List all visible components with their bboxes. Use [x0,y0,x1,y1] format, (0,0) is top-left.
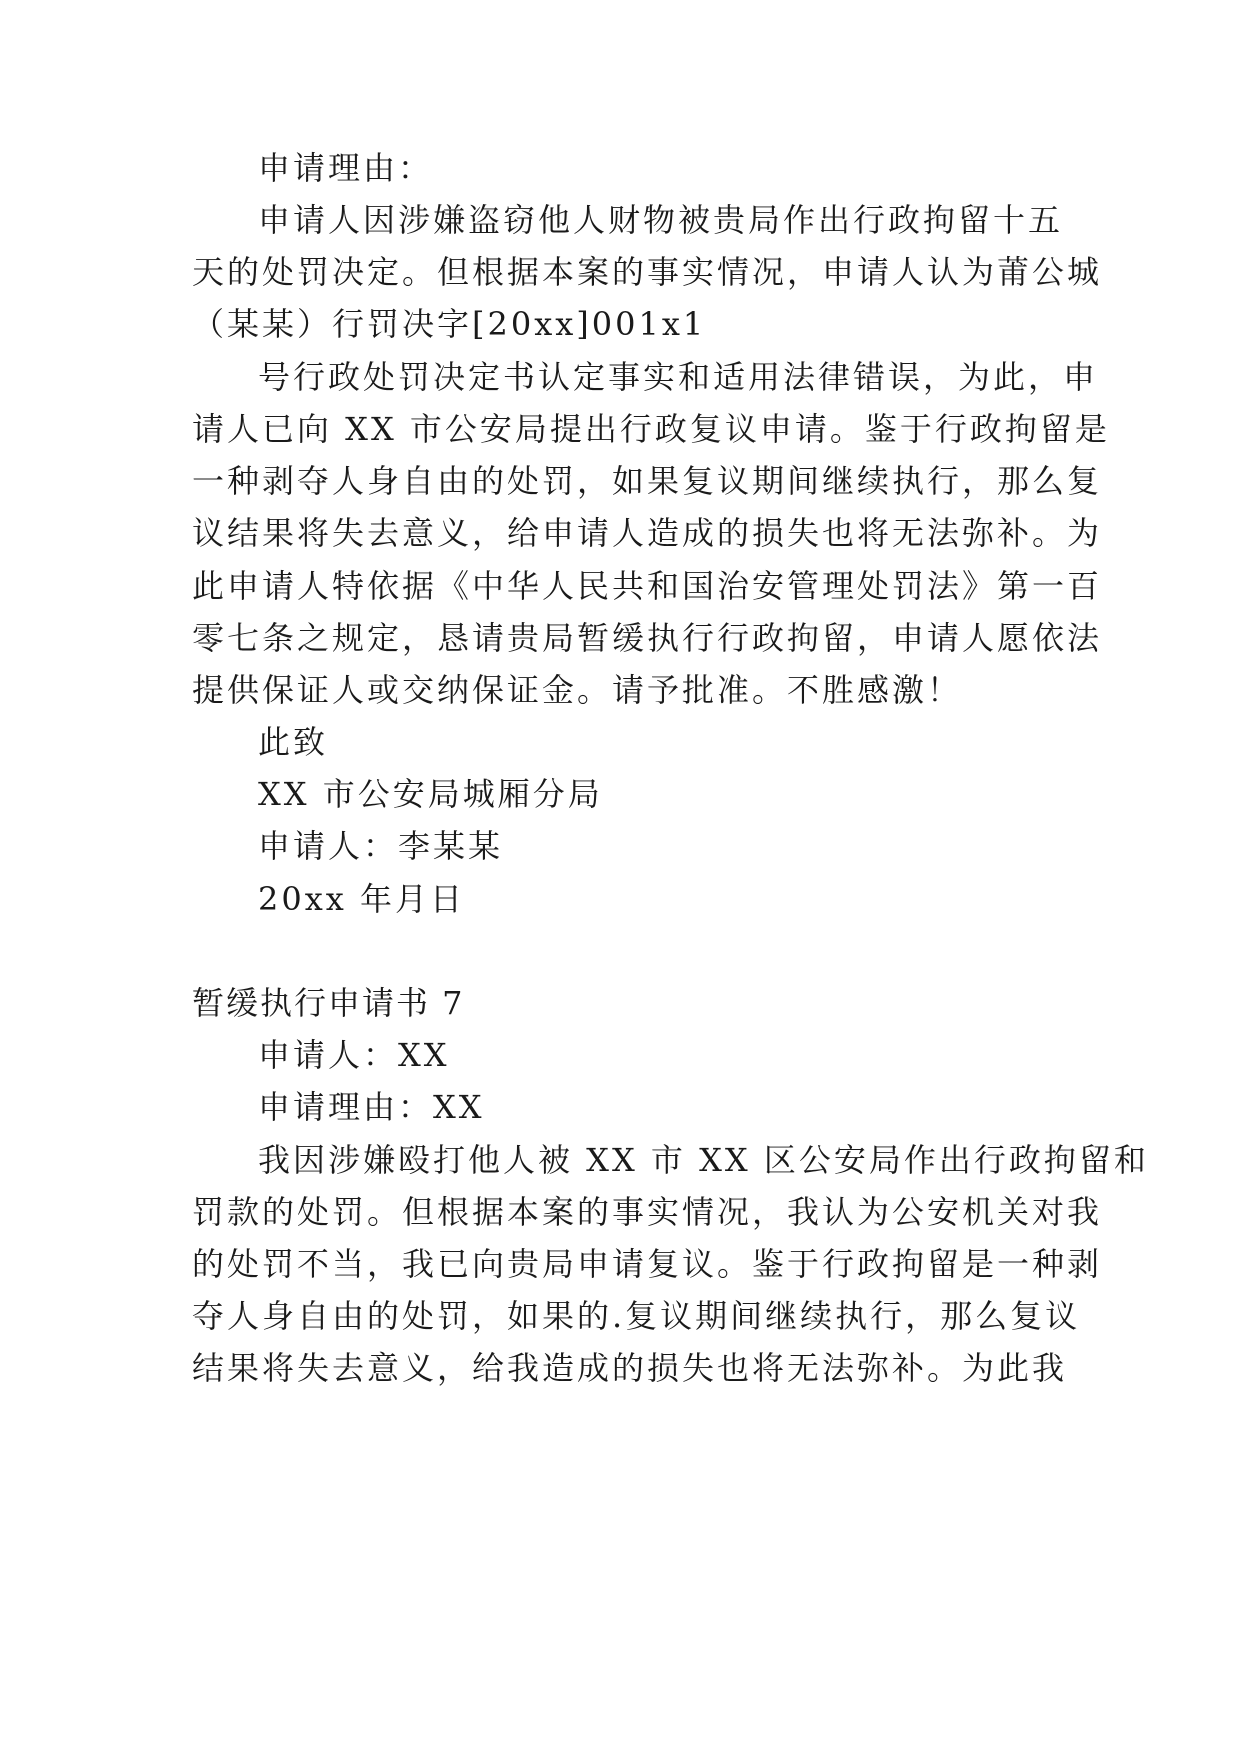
reason-label: 申请理由： [258,149,434,187]
date-line: 20xx 年月日 [258,880,465,918]
reason-line: 申请理由：XX [258,1088,485,1126]
paragraph-line: 罚款的处罚。但根据本案的事实情况，我认为公安机关对我 [192,1193,1103,1231]
applicant-signature: 申请人：李某某 [258,827,504,865]
paragraph-line: 申请人因涉嫌盗窃他人财物被贵局作出行政拘留十五 [258,201,1064,239]
paragraph-line: 零七条之规定，恳请贵局暂缓执行行政拘留，申请人愿依法 [192,619,1103,657]
recipient: XX 市公安局城厢分局 [258,775,603,813]
paragraph-line: 请人已向 XX 市公安局提出行政复议申请。鉴于行政拘留是 [192,410,1110,448]
paragraph-line: 号行政处罚决定书认定事实和适用法律错误，为此，申 [258,358,1099,396]
paragraph-line: （某某）行罚决字[20xx]001x1 [192,305,707,343]
paragraph-line: 结果将失去意义，给我造成的损失也将无法弥补。为此我 [192,1349,1068,1387]
paragraph-line: 天的处罚决定。但根据本案的事实情况，申请人认为莆公城 [192,253,1103,291]
section-title: 暂缓执行申请书 7 [192,984,465,1022]
paragraph-line: 此申请人特依据《中华人民共和国治安管理处罚法》第一百 [192,567,1103,605]
paragraph-line: 的处罚不当，我已向贵局申请复议。鉴于行政拘留是一种剥 [192,1245,1103,1283]
applicant-line: 申请人：XX [258,1036,450,1074]
paragraph-line: 我因涉嫌殴打他人被 XX 市 XX 区公安局作出行政拘留和 [258,1141,1149,1179]
paragraph-line: 议结果将失去意义，给申请人造成的损失也将无法弥补。为 [192,514,1103,552]
salutation: 此致 [258,723,329,761]
paragraph-line: 夺人身自由的处罚，如果的.复议期间继续执行，那么复议 [192,1297,1081,1335]
paragraph-line: 一种剥夺人身自由的处罚，如果复议期间继续执行，那么复 [192,462,1103,500]
paragraph-line: 提供保证人或交纳保证金。请予批准。不胜感激！ [192,671,963,709]
